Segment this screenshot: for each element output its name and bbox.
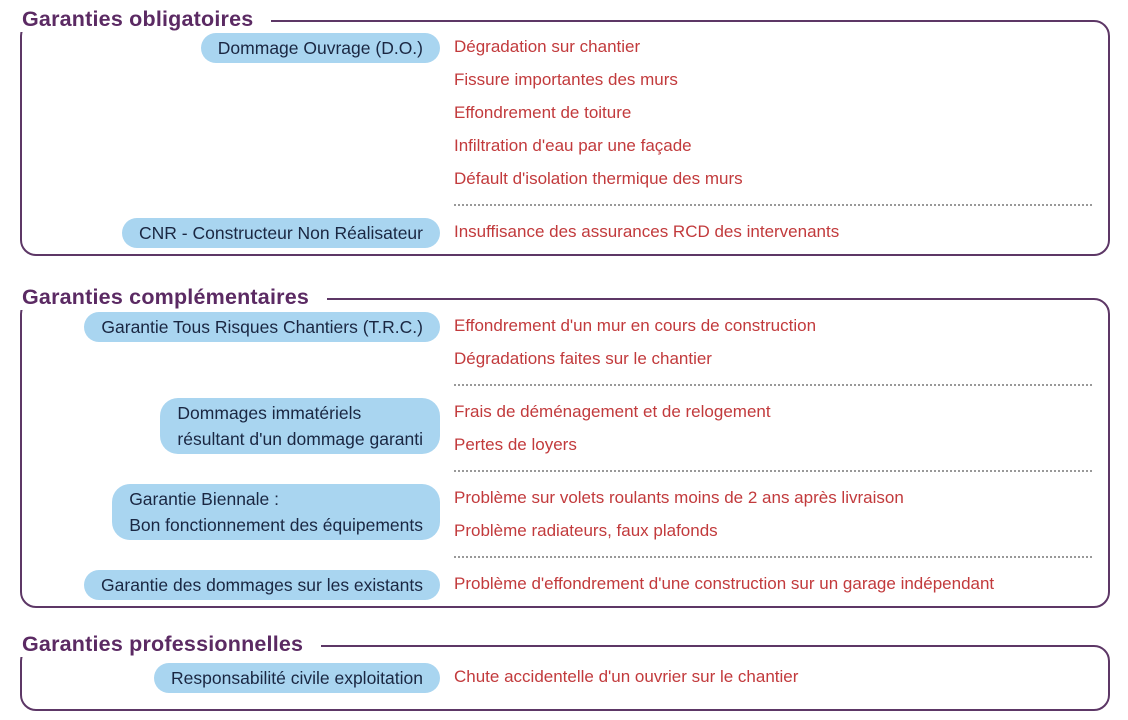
examples-column — [454, 309, 1108, 375]
guarantee-row — [22, 309, 1108, 375]
example-item: Problème sur volets roulants moins de 2 ans après livraison — [454, 488, 904, 507]
guarantee-pill-label: Garantie Biennale : — [129, 489, 280, 509]
guarantee-pill-label: Garantie Tous Risques Chantiers (T.R.C.) — [101, 317, 423, 337]
examples-column — [454, 660, 1108, 693]
examples-column — [454, 567, 1108, 600]
section-title: Garanties complémentaires — [20, 284, 327, 310]
section-content — [22, 22, 1108, 248]
guarantee-label-column — [22, 309, 454, 342]
guarantee-label-column — [22, 660, 454, 693]
examples-column — [454, 481, 1108, 547]
guarantee-label-column — [22, 215, 454, 248]
example-item: Pertes de loyers — [454, 435, 577, 454]
guarantee-pill-label: Dommages immatériels — [177, 403, 362, 423]
guarantee-row — [22, 660, 1108, 693]
example-item: Insuffisance des assurances RCD des intervenants — [454, 222, 840, 241]
guarantee-label-column — [22, 567, 454, 600]
guarantee-row — [22, 215, 1108, 248]
example-item: Frais de déménagement et de relogement — [454, 402, 771, 421]
guarantee-pill-label: Bon fonctionnement des équipements — [129, 515, 423, 535]
guarantee-label-column — [22, 30, 454, 63]
guarantee-row — [22, 30, 1108, 195]
example-item: Dégradation sur chantier — [454, 37, 641, 56]
guarantee-pill-label: Responsabilité civile exploitation — [171, 668, 423, 688]
guarantee-pill — [160, 398, 440, 454]
section-box — [20, 298, 1110, 608]
example-item: Dégradations faites sur le chantier — [454, 349, 712, 368]
section-title: Garanties obligatoires — [20, 6, 271, 32]
example-item: Infiltration d'eau par une façade — [454, 136, 692, 155]
guarantee-pill — [112, 484, 440, 540]
guarantee-label-column — [22, 481, 454, 540]
examples-column — [454, 30, 1108, 195]
example-item: Chute accidentelle d'un ouvrier sur le chantier — [454, 667, 799, 686]
examples-column — [454, 395, 1108, 461]
guarantee-pill-label: Garantie des dommages sur les existants — [101, 575, 423, 595]
example-item: Problème d'effondrement d'une construction sur un garage indépendant — [454, 574, 995, 593]
example-item: Défault d'isolation thermique des murs — [454, 169, 743, 188]
guarantee-pill-label: résultant d'un dommage garanti — [177, 429, 423, 449]
guarantee-pill-label: CNR - Constructeur Non Réalisateur — [139, 223, 423, 243]
example-item: Problème radiateurs, faux plafonds — [454, 521, 718, 540]
section-garanties-professionnelles — [20, 632, 1110, 711]
dotted-divider — [454, 470, 1092, 472]
section-title: Garanties professionnelles — [20, 631, 321, 657]
section-box — [20, 20, 1110, 256]
guarantee-label-column — [22, 395, 454, 454]
dotted-divider — [454, 556, 1092, 558]
guarantee-pill — [154, 663, 440, 693]
guarantee-pill — [84, 312, 440, 342]
section-garanties-obligatoires — [20, 7, 1110, 256]
section-content — [22, 300, 1108, 600]
guarantee-row — [22, 395, 1108, 461]
example-item: Fissure importantes des murs — [454, 70, 678, 89]
example-item: Effondrement d'un mur en cours de construction — [454, 316, 817, 335]
guarantee-pill — [122, 218, 440, 248]
guarantee-pill — [84, 570, 440, 600]
guarantee-pill — [201, 33, 440, 63]
guarantee-row — [22, 567, 1108, 600]
dotted-divider — [454, 204, 1092, 206]
example-item: Effondrement de toiture — [454, 103, 632, 122]
guarantee-row — [22, 481, 1108, 547]
section-garanties-complementaires — [20, 285, 1110, 608]
dotted-divider — [454, 384, 1092, 386]
examples-column — [454, 215, 1108, 248]
guarantee-pill-label: Dommage Ouvrage (D.O.) — [217, 38, 423, 58]
